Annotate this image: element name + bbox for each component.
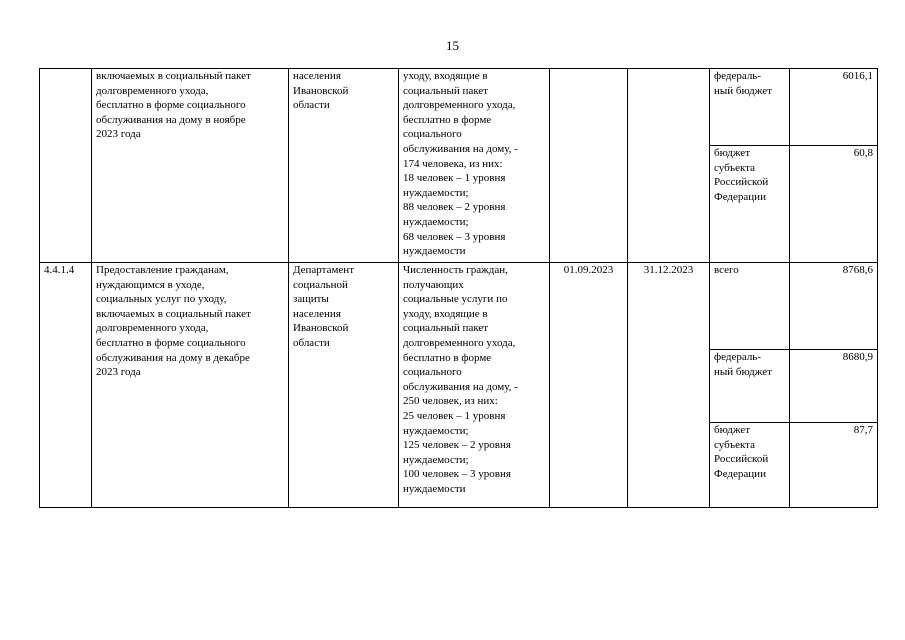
page-number: 15 bbox=[446, 38, 459, 53]
funding-source-cell: федераль- ный бюджет bbox=[710, 69, 790, 146]
funding-amount-cell: 8680,9 bbox=[790, 350, 878, 423]
start-date-cell: 01.09.2023 bbox=[550, 263, 628, 508]
funding-amount-cell: 8768,6 bbox=[790, 263, 878, 350]
responsible-cell: Департамент социальной защиты населения Ивановской области bbox=[289, 263, 399, 508]
funding-source-cell: всего bbox=[710, 263, 790, 350]
table-row bbox=[40, 69, 878, 146]
table-row bbox=[40, 263, 878, 350]
funding-source-cell: бюджет субъекта Российской Федерации bbox=[710, 423, 790, 508]
funding-amount-cell: 6016,1 bbox=[790, 69, 878, 146]
event-cell: Предоставление гражданам, нуждающимся в уходе, социальных услуг по уходу, включаемых в социальный пакет долговременного ухода, бесплатно в форме социального обслуживания на дому в декабре 2023 года bbox=[92, 263, 289, 508]
indicator-cell: уходу, входящие в социальный пакет долговременного ухода, бесплатно в форме социального обслуживания на дому, - 174 человека, из них: 18 человек – 1 уровня нуждаемости; 88 человек – 2 уровня нуждаемости; 68 человек – 3 уровня нуждаемости bbox=[399, 69, 550, 263]
end-date-cell bbox=[628, 69, 710, 263]
funding-amount-cell: 60,8 bbox=[790, 146, 878, 263]
plan-table bbox=[39, 68, 878, 508]
indicator-cell: Численность граждан, получающих социальные услуги по уходу, входящие в социальный пакет долговременного ухода, бесплатно в форме социального обслуживания на дому, - 250 человек, из них: 25 человек – 1 уровня нуждаемости; 125 человек – 2 уровня нуждаемости; 100 человек – 3 уровня нуждаемости bbox=[399, 263, 550, 508]
funding-amount-cell: 87,7 bbox=[790, 423, 878, 508]
event-cell: включаемых в социальный пакет долговременного ухода, бесплатно в форме социального обслуживания на дому в ноябре 2023 года bbox=[92, 69, 289, 263]
row-number-cell: 4.4.1.4 bbox=[40, 263, 92, 508]
responsible-cell: населения Ивановской области bbox=[289, 69, 399, 263]
funding-source-cell: бюджет субъекта Российской Федерации bbox=[710, 146, 790, 263]
row-number-cell bbox=[40, 69, 92, 263]
end-date-cell: 31.12.2023 bbox=[628, 263, 710, 508]
funding-source-cell: федераль- ный бюджет bbox=[710, 350, 790, 423]
start-date-cell bbox=[550, 69, 628, 263]
